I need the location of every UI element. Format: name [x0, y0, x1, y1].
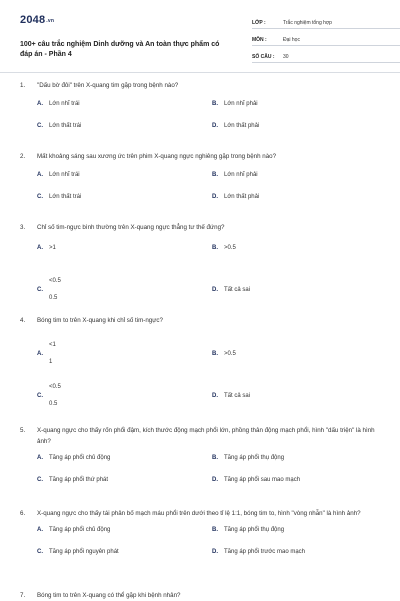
meta-value: 30 [283, 54, 289, 60]
question-text: Chỉ số tim-ngực bình thường trên X-quang ngực thẳng tư thế đứng? [37, 224, 225, 231]
option-line-1: <0.5 [49, 278, 61, 284]
option-b[interactable]: B. Lớn nhĩ phải [212, 101, 258, 107]
option-a[interactable]: A. Lớn nhĩ trái [37, 172, 80, 178]
option-d[interactable]: D. Tăng áp phổi trước mao mạch [212, 549, 305, 555]
option-line-2: 0.5 [49, 401, 58, 407]
document-title: 100+ câu trắc nghiệm Dinh dưỡng và An toàn thực phẩm có đáp án - Phần 4 [20, 41, 220, 58]
option-c[interactable]: C. <0.5 0.5 [37, 382, 61, 410]
question-text: Mất khoảng sáng sau xương ức trên phim X-quang ngực nghiêng gặp trong bệnh nào? [37, 153, 277, 160]
question-5 [20, 425, 382, 491]
document-header [20, 14, 382, 70]
option-line-1: <0.5 [49, 384, 61, 390]
question-6 [20, 508, 382, 563]
question-text: Bóng tim to trên X-quang khi chỉ số tim-ngực? [37, 317, 163, 324]
header-divider [0, 72, 400, 73]
option-c[interactable]: C. Tăng áp phổi thứ phát [37, 477, 109, 483]
question-text: X-quang ngực cho thấy rốn phổi đậm, kích thước động mạch phổi lớn, phồng thân động mạch phổi, hình "dấu triện" là hình ảnh? [37, 427, 375, 445]
question-number: 7. [20, 592, 26, 599]
document-meta [252, 16, 400, 67]
meta-label: LỚP : [252, 20, 266, 26]
option-c[interactable]: C. Lớn thất trái [37, 123, 82, 129]
question-text: X-quang ngực cho thấy tái phân bố mạch máu phổi trên dưới theo tỉ lệ 1:1, bóng tim to, hình "vòng nhẫn" là hình ảnh? [37, 510, 361, 517]
site-logo[interactable]: $2048^{.vn}$ [20, 14, 55, 26]
option-line-1: <1 [49, 342, 56, 348]
option-line-2: 0.5 [49, 295, 58, 301]
question-number: 6. [20, 510, 26, 517]
question-7 [20, 590, 382, 601]
question-text: Bóng tim to trên X-quang có thể gặp khi bệnh nhân? [37, 592, 181, 599]
meta-subject-row [252, 33, 400, 46]
option-d[interactable]: D. Tất cả sai [212, 393, 251, 399]
meta-label: SỐ CÂU : [252, 54, 275, 60]
option-d[interactable]: D. Lớn thất phải [212, 194, 260, 200]
meta-class-row [252, 16, 400, 29]
option-d[interactable]: D. Tất cả sai [212, 287, 251, 293]
meta-value: Trắc nghiệm tổng hợp [283, 20, 332, 26]
option-a[interactable]: A. Lớn nhĩ trái [37, 101, 80, 107]
option-b[interactable]: B. Tăng áp phổi thụ động [212, 527, 285, 533]
option-b[interactable]: B. >0.5 [212, 245, 236, 251]
option-b[interactable]: B. Tăng áp phổi thụ động [212, 455, 285, 461]
question-1 [20, 80, 382, 135]
option-b[interactable]: B. Lớn nhĩ phải [212, 172, 258, 178]
question-number: 2. [20, 153, 26, 160]
option-c[interactable]: C. Tăng áp phổi nguyên phát [37, 549, 119, 555]
option-c[interactable]: C. Lớn thất trái [37, 194, 82, 200]
question-3 [20, 222, 382, 309]
meta-count-row [252, 50, 400, 63]
question-number: 4. [20, 317, 26, 324]
option-a[interactable]: A. <1 1 [37, 340, 56, 368]
question-text: "Dấu bờ đôi" trên X-quang tim gặp trong bệnh nào? [37, 82, 179, 89]
option-c[interactable]: C. <0.5 0.5 [37, 276, 61, 304]
option-a[interactable]: A. Tăng áp phổi chủ động [37, 455, 111, 461]
meta-label: MÔN : [252, 37, 267, 43]
option-a[interactable]: A. >1 [37, 245, 56, 251]
question-number: 1. [20, 82, 26, 89]
question-4 [20, 315, 382, 424]
question-2 [20, 151, 382, 206]
question-number: 3. [20, 224, 26, 231]
meta-value: Đại học [283, 37, 300, 43]
option-a[interactable]: A. Tăng áp phổi chủ động [37, 527, 111, 533]
option-b[interactable]: B. >0.5 [212, 351, 236, 357]
option-line-2: 1 [49, 359, 53, 365]
option-d[interactable]: D. Lớn thất phải [212, 123, 260, 129]
option-d[interactable]: D. Tăng áp phổi sau mao mạch [212, 477, 301, 483]
question-number: 5. [20, 427, 26, 434]
